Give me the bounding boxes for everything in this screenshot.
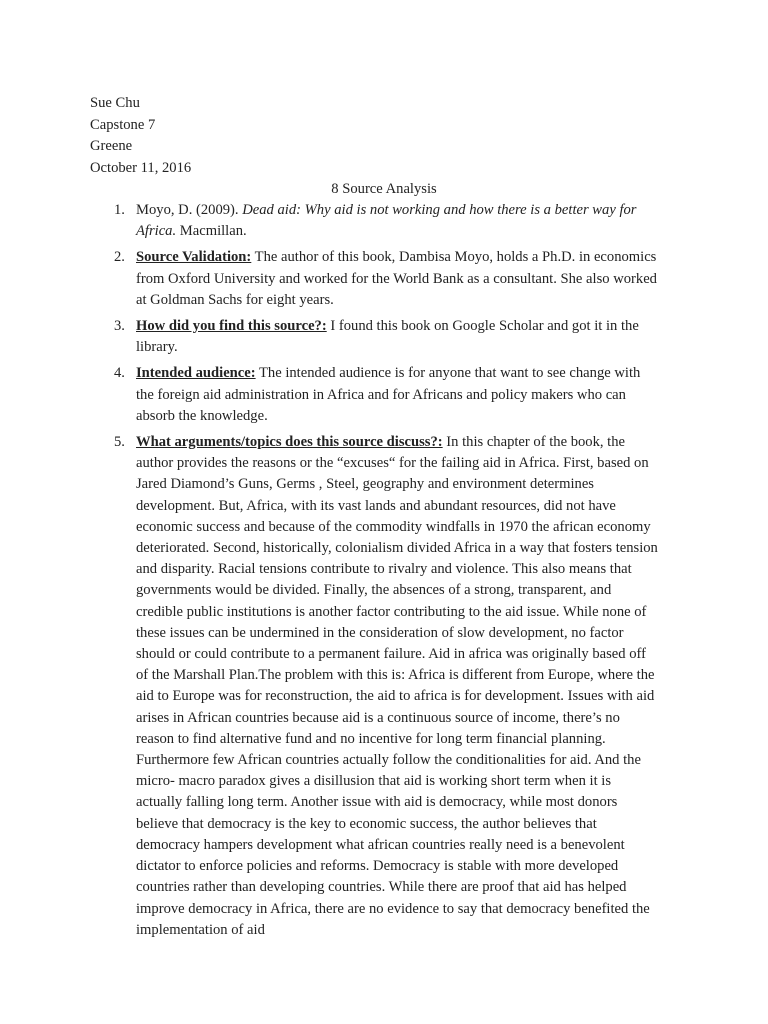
list-number: 3. xyxy=(114,318,125,335)
list-number: 5. xyxy=(114,434,125,451)
list-item-arguments xyxy=(90,432,658,941)
author-name: Sue Chu xyxy=(90,95,140,111)
item-text: I found this book on Google Scholar and got it in the library. xyxy=(136,318,639,356)
teacher-name: Greene xyxy=(90,138,133,154)
list-item-source-validation xyxy=(90,247,658,311)
document-date: October 11, 2016 xyxy=(90,159,192,176)
item-heading: What arguments/topics does this source discuss?: xyxy=(136,434,443,451)
item-heading: Source Validation: xyxy=(136,249,252,266)
item-text: In this chapter of the book, the author provides the reasons or the “excuses“ for the failing aid in Africa. First, based on Jared Diamond’s Guns, Germs , Steel, geography and environment determines development. But, Africa, with its vast lands and abundant resources, did not have economic success and because of the commodity windfalls in 1970 the african economy deteriorated. Second, historically, colonialism divided Africa in a way that fosters tension and disparity. Racial tensions contribute to rivalry and violence. This also means that governments would be divided. Finally, the absences of a strong, transparent, and credible public institutions is another factor contributing to the aid issue. While none of these issues can be undermined in the consideration of slow development, no factor should or could contribute to a permanent failure. Aid in africa was originally based off of the Marshall Plan.The problem with this is: Africa is different from Europe, where the aid to Europe was for reconstruction, the aid to africa is for development. Issues with aid arises in African countries because aid is a continuous source of income, there’s no reason to find alternative fund and no incentive for long term financial planning. Furthermore few African countries actually follow the conditionalities for aid. And the micro- macro paradox gives a disillusion that aid is working short term when it is actually falling long term. Another issue with aid is democracy, while most donors believe that democracy is the key to economic success, the author believes that democracy hampers development what african countries really need is a benevolent dictator to enforce policies and reforms. Democracy is stable with more developed countries rather than developing countries. While there are proof that aid has helped improve democracy in Africa, there are no evidence to say that democracy benefited the implementation of aid xyxy=(136,434,658,938)
item-heading: How did you find this source?: xyxy=(136,318,327,335)
citation-title: Dead aid: Why aid is not working and how there is a better way for Africa. xyxy=(136,202,637,240)
list-item-citation xyxy=(90,200,658,242)
document-title: 8 Source Analysis xyxy=(331,181,437,197)
analysis-list xyxy=(90,200,658,946)
citation-author: Moyo, D. (2009). xyxy=(136,202,243,218)
list-number: 1. xyxy=(114,202,125,218)
list-item-intended-audience xyxy=(90,363,658,427)
list-number: 2. xyxy=(114,249,125,266)
document-header xyxy=(90,93,191,179)
item-heading: Intended audience: xyxy=(136,365,256,382)
citation-publisher: Macmillan. xyxy=(176,223,247,240)
item-text: The intended audience is for anyone that want to see change with the foreign aid administration in Africa and for Africans and policy makers who can absorb the knowledge. xyxy=(136,365,641,424)
item-text: The author of this book, Dambisa Moyo, holds a Ph.D. in economics from Oxford University and worked for the World Bank as a consultant. She also worked at Goldman Sachs for eight years. xyxy=(136,249,657,308)
course-name: Capstone 7 xyxy=(90,116,156,133)
list-number: 4. xyxy=(114,365,125,382)
list-item-how-found xyxy=(90,316,658,358)
